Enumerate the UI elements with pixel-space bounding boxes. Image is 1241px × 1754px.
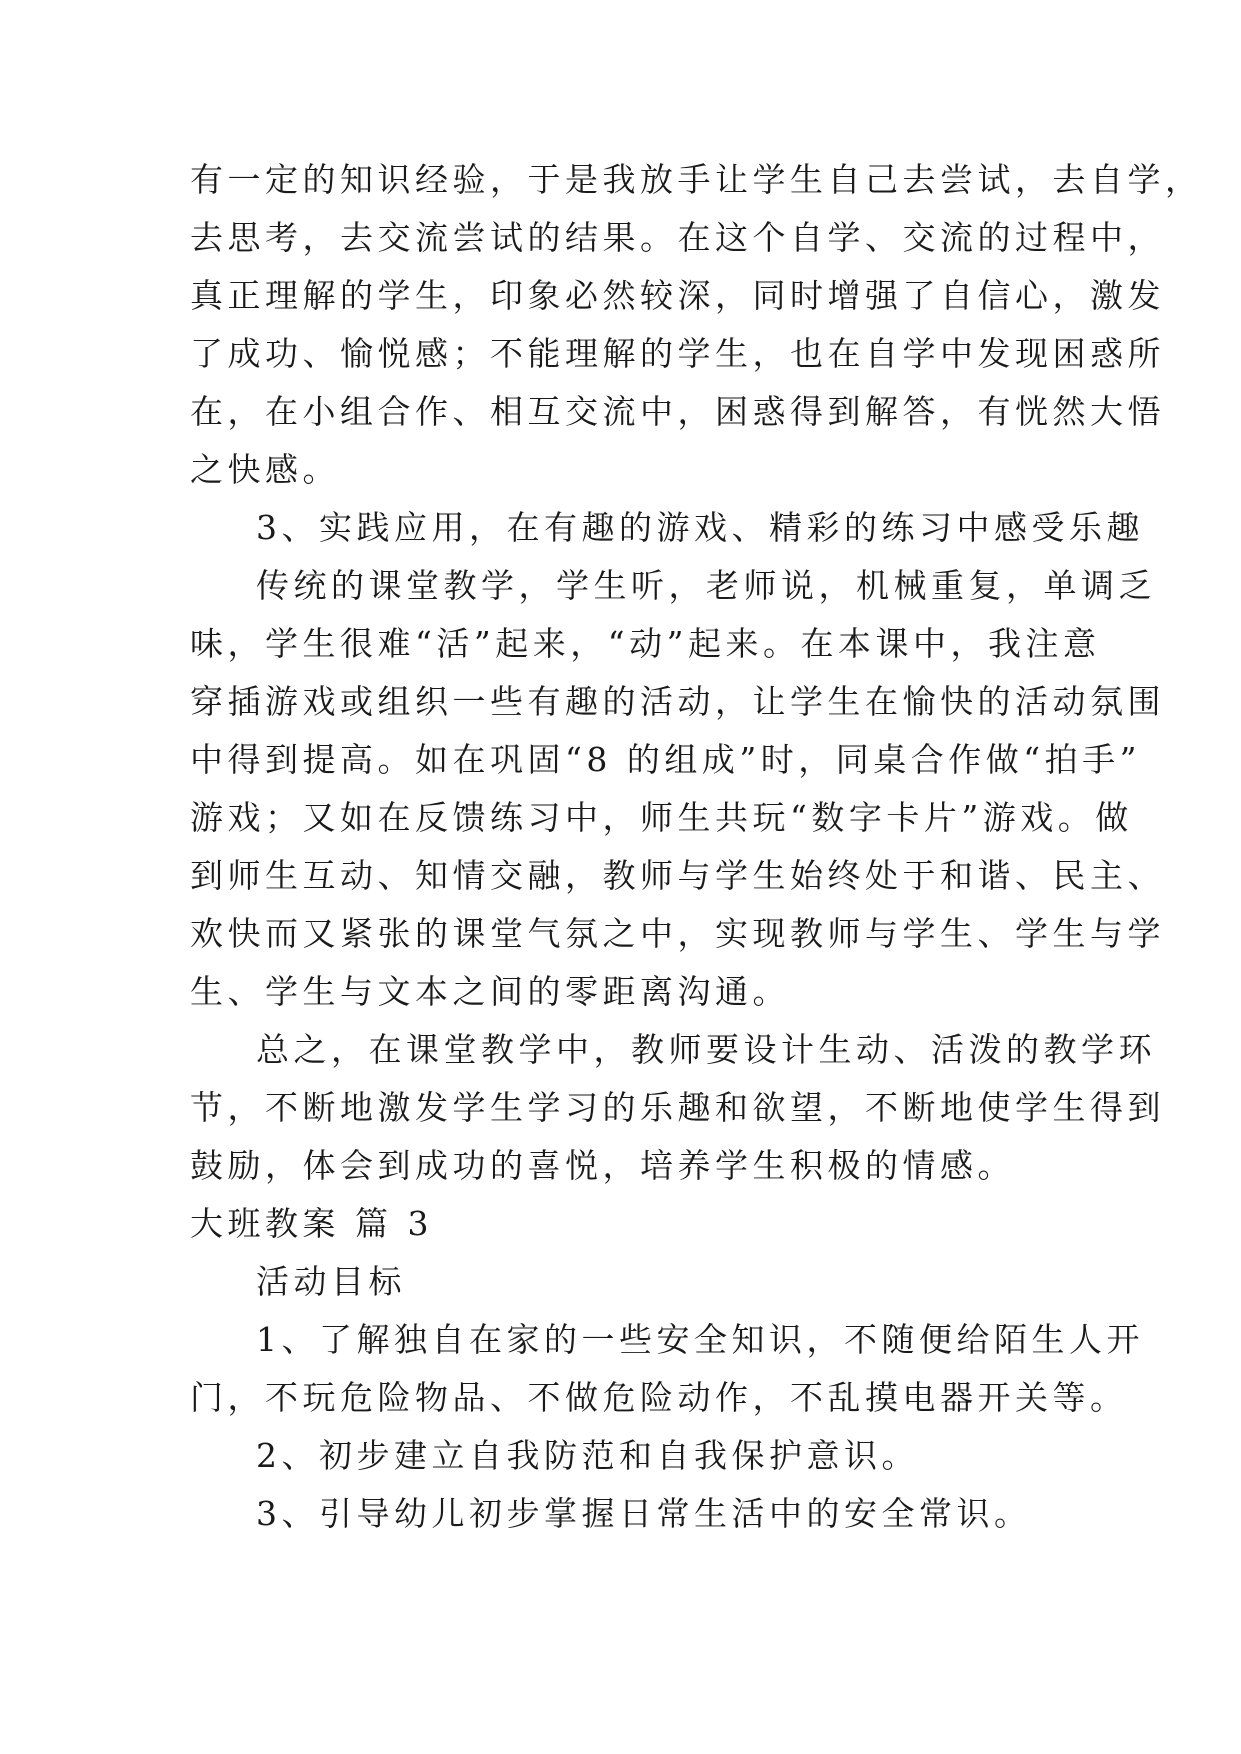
text-line: 总之，在课堂教学中，教师要设计生动、活泼的教学环: [256, 1030, 1156, 1069]
text-line: 游戏；又如在反馈练习中，师生共玩“数字卡片”游戏。做: [190, 798, 1133, 837]
text-line: 鼓励，体会到成功的喜悦，培养学生积极的情感。: [190, 1146, 1015, 1185]
text-line: 穿插游戏或组织一些有趣的活动，让学生在愉快的活动氛围: [190, 682, 1165, 721]
text-line: 有一定的知识经验，于是我放手让学生自己去尝试，去自学，: [190, 160, 1203, 199]
text-line: 到师生互动、知情交融，教师与学生始终处于和谐、民主、: [190, 856, 1165, 895]
text-line: 1、了解独自在家的一些安全知识，不随便给陌生人开: [256, 1320, 1144, 1359]
text-line: 真正理解的学生，印象必然较深，同时增强了自信心，激发: [190, 276, 1165, 315]
text-line: 味，学生很难“活”起来，“动”起来。在本课中，我注意: [190, 624, 1101, 663]
text-line: 活动目标: [256, 1262, 406, 1301]
text-line: 大班教案 篇 3: [190, 1204, 433, 1243]
text-line: 节，不断地激发学生学习的乐趣和欲望，不断地使学生得到: [190, 1088, 1165, 1127]
text-line: 3、引导幼儿初步掌握日常生活中的安全常识。: [256, 1494, 1032, 1533]
text-line: 之快感。: [190, 450, 340, 489]
text-line: 欢快而又紧张的课堂气氛之中，实现教师与学生、学生与学: [190, 914, 1165, 953]
text-line: 传统的课堂教学，学生听，老师说，机械重复，单调乏: [256, 566, 1156, 605]
text-line: 中得到提高。如在巩固“8 的组成”时，同桌合作做“拍手”: [190, 740, 1141, 779]
text-line: 3、实践应用，在有趣的游戏、精彩的练习中感受乐趣: [256, 508, 1144, 547]
text-line: 门，不玩危险物品、不做危险动作，不乱摸电器开关等。: [190, 1378, 1128, 1417]
text-line: 生、学生与文本之间的零距离沟通。: [190, 972, 790, 1011]
text-line: 了成功、愉悦感；不能理解的学生，也在自学中发现困惑所: [190, 334, 1165, 373]
text-line: 去思考，去交流尝试的结果。在这个自学、交流的过程中，: [190, 218, 1165, 257]
text-line: 在，在小组合作、相互交流中，困惑得到解答，有恍然大悟: [190, 392, 1165, 431]
text-line: 2、初步建立自我防范和自我保护意识。: [256, 1436, 919, 1475]
